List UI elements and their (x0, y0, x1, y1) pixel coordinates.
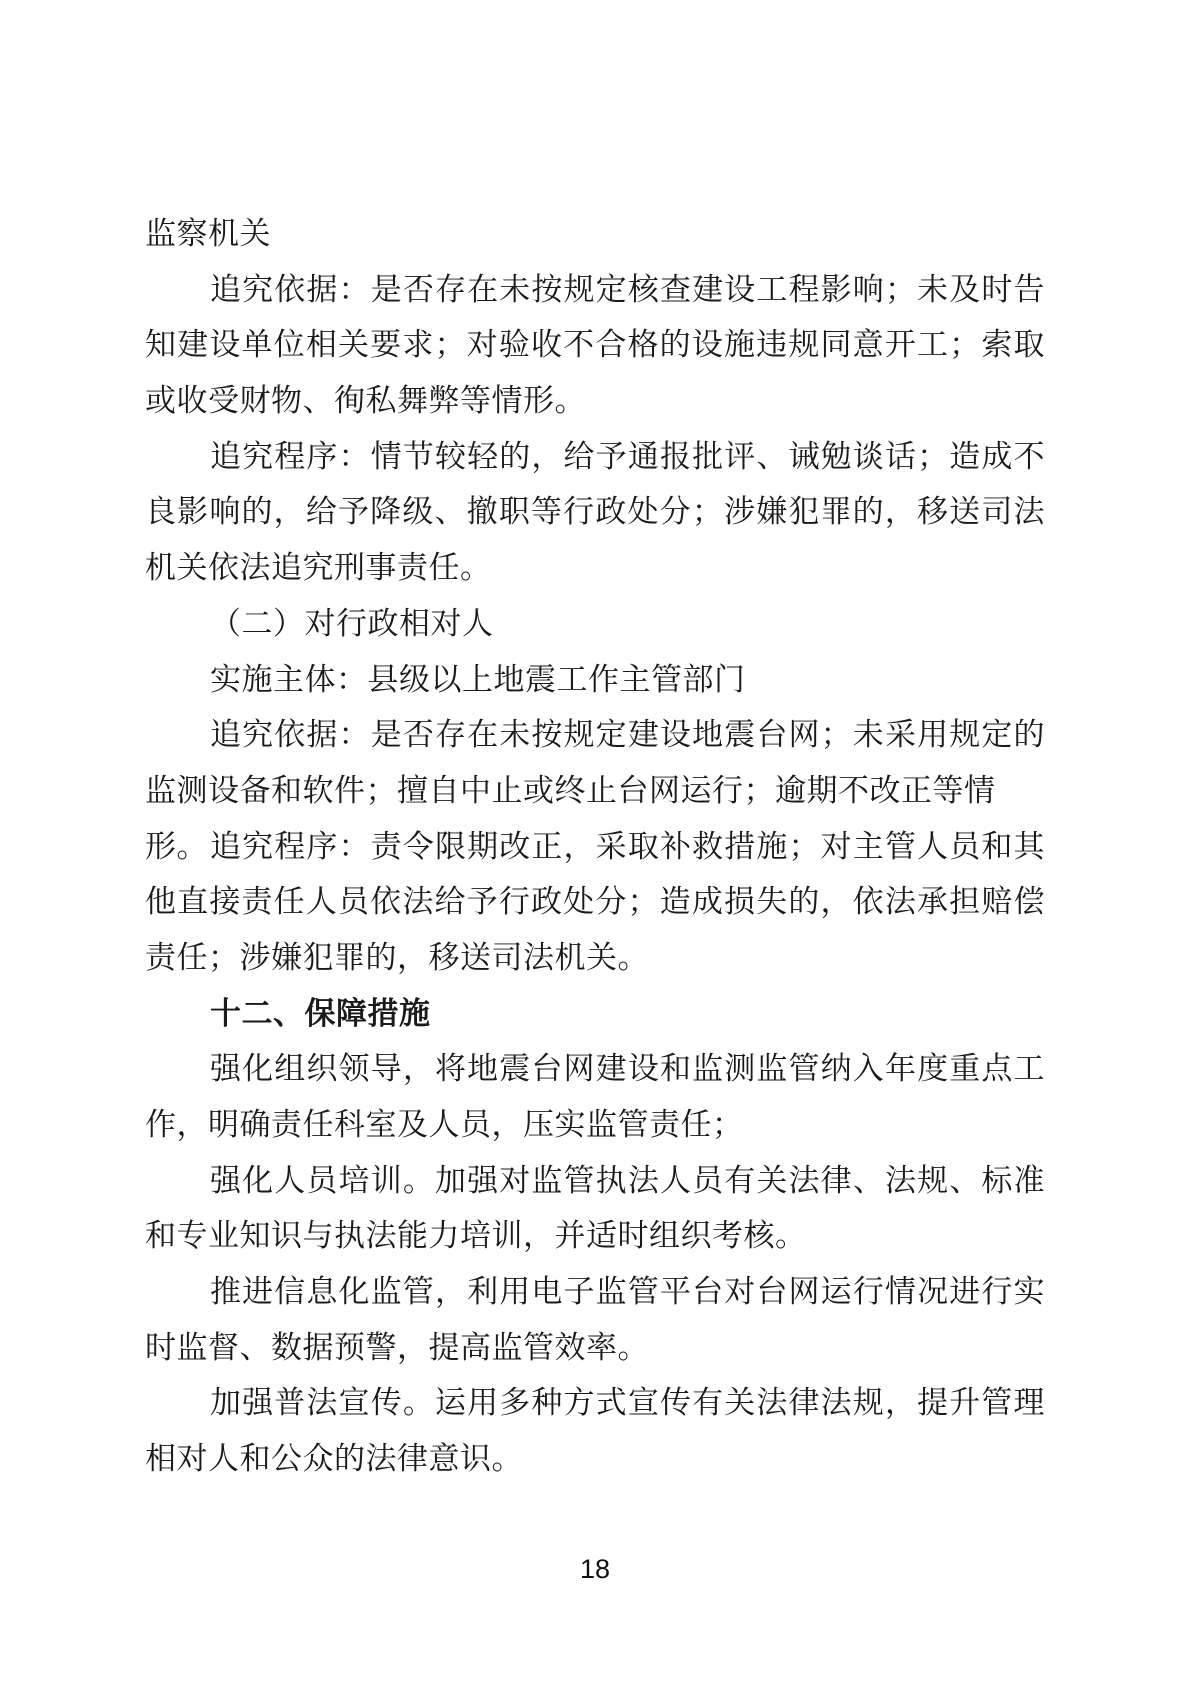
text-line: 或收受财物、徇私舞弊等情形。 (145, 383, 586, 419)
text-line: 推进信息化监管，利用电子监管平台对台网运行情况进行实 (210, 1274, 1045, 1310)
text-line: 知建设单位相关要求；对验收不合格的设施违规同意开工；索取 (145, 327, 1045, 363)
text-line: 追究依据：是否存在未按规定核查建设工程影响；未及时告 (210, 271, 1045, 307)
text-line: 追究程序：情节较轻的，给予通报批评、诫勉谈话；造成不 (210, 438, 1045, 474)
text-line: 良影响的，给予降级、撤职等行政处分；涉嫌犯罪的，移送司法 (145, 494, 1045, 530)
text-line: 相对人和公众的法律意识。 (145, 1441, 523, 1477)
page-number: 18 (579, 1554, 611, 1584)
text-line: 机关依法追究刑事责任。 (145, 550, 492, 586)
text-line: 实施主体：县级以上地震工作主管部门 (210, 661, 746, 697)
text-line: 作，明确责任科室及人员，压实监管责任； (145, 1107, 744, 1142)
document-body (145, 206, 1045, 1487)
text-line: 强化组织领导，将地震台网建设和监测监管纳入年度重点工 (210, 1051, 1045, 1087)
paragraph-continuation-line: 监察机关 (145, 216, 271, 251)
text-line: 追究程序：责令限期改正，采取补救措施；对主管人员和其 (210, 828, 1045, 864)
text-line: 强化人员培训。加强对监管执法人员有关法律、法规、标准 (210, 1162, 1045, 1198)
text-line: 责任；涉嫌犯罪的，移送司法机关。 (145, 939, 649, 975)
subsection-heading: （二）对行政相对人 (210, 605, 494, 641)
text-line: 他直接责任人员依法给予行政处分；造成损失的，依法承担赔偿 (145, 884, 1045, 920)
text-line: 监测设备和软件；擅自中止或终止台网运行；逾期不改正等情形。 (145, 772, 996, 864)
text-line: 和专业知识与执法能力培训，并适时组织考核。 (145, 1218, 807, 1254)
section-heading: 十二、保障措施 (210, 995, 431, 1031)
text-line: 追究依据：是否存在未按规定建设地震台网；未采用规定的 (210, 717, 1045, 753)
text-line: 时监督、数据预警，提高监管效率。 (145, 1329, 649, 1365)
text-line: 加强普法宣传。运用多种方式宣传有关法律法规，提升管理 (210, 1385, 1045, 1421)
